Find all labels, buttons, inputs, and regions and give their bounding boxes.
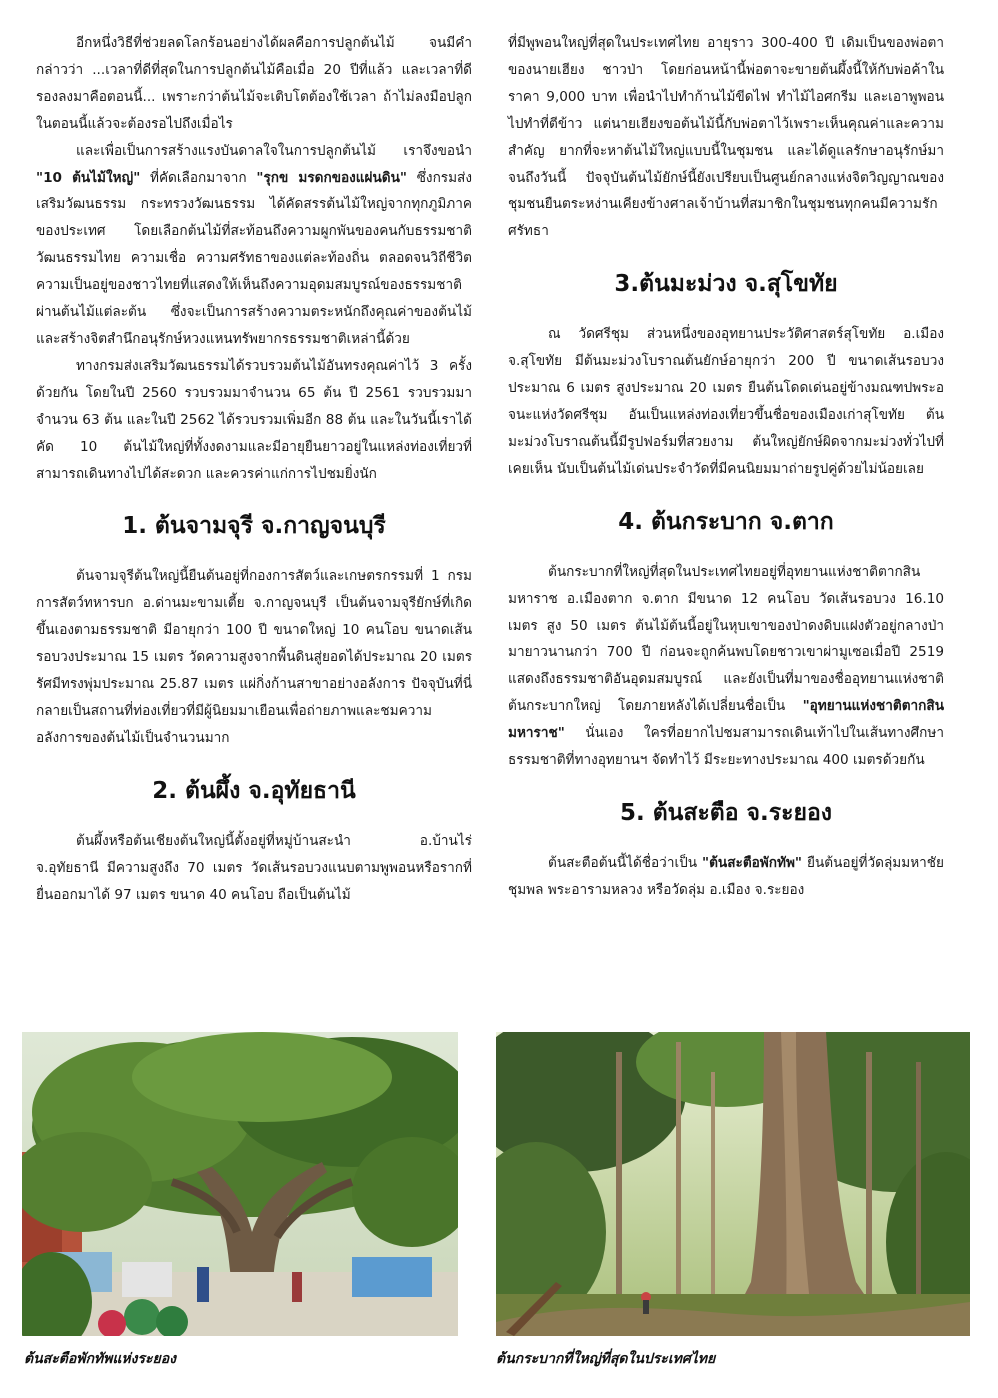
intro-p2-text-d: ซึ่งกรมส่งเสริมวัฒนธรรม กระทรวงวัฒนธรรม ได้คัดสรรต้นไม้ใหญ่จากทุกภูมิภาคของประเทศ โดยเลือกต้นไม้ที่สะท้อนถึงความผูกพันของคนกับธรรมชาติ วัฒนธรรมไทย ความเชื่อ ความศรัทธาของแต่ละท้องถิ่น ตลอดจนวิถีชีวิตความเป็นอยู่ของชาวไทยที่แสดงให้เห็นถึงความอุดมสมบูรณ์ของธรรมชาติผ่านต้นไม้แต่ละต้น ซึ่งจะเป็นการสร้างความตระหนักถึงคุณค่าของต้นไม้ และสร้างจิตสำนึกอนุรักษ์หวงแหนทรัพยากรธรรมชาติเหล่านี้ด้วย — [36, 169, 472, 347]
krabak-tree-illustration — [496, 1032, 970, 1336]
intro-p2-highlight-1: "10 ต้นไม้ใหญ่" — [36, 169, 141, 186]
photo-satue-tree — [22, 1032, 458, 1336]
body-5-text-c: ยืนต้นอยู่ที่วัดลุ่มมหาชัยชุมพล พระอารามหลวง หรือวัดลุ่ม อ.เมือง จ.ระยอง — [508, 854, 944, 898]
left-column — [36, 30, 472, 908]
section-heading-3: 3.ต้นมะม่วง จ.สุโขทัย — [614, 271, 838, 298]
section-body-2-continued: ที่มีพูพอนใหญ่ที่สุดในประเทศไทย อายุราว 300-400 ปี เดิมเป็นของพ่อตาของนายเฮียง ชาวป่า โดยก่อนหน้านี้พ่อตาจะขายต้นผึ้งนี้ให้กับพ่อค้าในราคา 9,000 บาท เพื่อนำไปทำก้านไม้ขีดไฟ ทำไม้ไอศกรีม และเอาพูพอนไปทำที่ตีข้าว แต่นายเฮียงขอต้นไม้นี้กับพ่อตาไว้เพราะเห็นคุณค่าและความสำคัญ ยากที่จะหาต้นไม้ใหญ่แบบนี้ในชุมชน และได้ดูแลรักษาอนุรักษ์มาจนถึงวันนี้ ปัจจุบันต้นไม้ยักษ์นี้ยังเปรียบเป็นศูนย์กลางแห่งจิตวิญญาณของชุมชนยืนตระหง่านเคียงข้างศาลเจ้าบ้านที่สมาชิกในชุมชนทุกคนมีความรักศรัทธา — [508, 35, 944, 240]
body-5-highlight: "ต้นสะตือพักทัพ" — [702, 854, 803, 871]
photo-strip — [16, 1028, 982, 1380]
section-body-5 — [508, 850, 944, 904]
intro-paragraph-2 — [36, 138, 472, 353]
section-heading-4: 4. ต้นกระบาก จ.ตาก — [618, 508, 834, 535]
intro-paragraph-1: อีกหนึ่งวิธีที่ช่วยลดโลกร้อนอย่างได้ผลคือการปลูกต้นไม้ จนมีคำกล่าวว่า ...เวลาที่ดีที่สุดในการปลูกต้นไม้คือเมื่อ 20 ปีที่แล้ว และเวลาที่ดีรองลงมาคือตอนนี้... เพราะกว่าต้นไม้จะเติบโตต้องใช้เวลา ถ้าไม่ลงมือปลูกในตอนนี้แล้วจะต้องรอไปถึงเมื่อไร — [36, 35, 472, 132]
body-4-text-c: นั่นเอง ใครที่อยากไปชมสามารถเดินเท้าไปในเส้นทางศึกษาธรรมชาติที่ทางอุทยานฯ จัดทำไว้ มีระยะทางประมาณ 400 เมตรด้วยกัน — [508, 725, 944, 769]
photo-krabak-tree — [496, 1032, 970, 1336]
body-5-text-a: ต้นสะตือต้นนี้ได้ชื่อว่าเป็น — [548, 854, 703, 871]
intro-paragraph-3: ทางกรมส่งเสริมวัฒนธรรมได้รวบรวมต้นไม้อันทรงคุณค่าไว้ 3 ครั้งด้วยกัน โดยในปี 2560 รวบรวมมาจำนวน 65 ต้น ปี 2561 รวบรวมมาจำนวน 63 ต้น และในปี 2562 ได้รวบรวมเพิ่มอีก 88 ต้น และในวันนี้เราได้คัด 10 ต้นไม้ใหญ่ที่ทั้งงดงามและมีอายุยืนยาวอยู่ในแหล่งท่องเที่ยวที่สามารถเดินทางไปได้สะดวก และควรค่าแก่การไปชมยิ่งนัก — [36, 357, 472, 482]
section-heading-1: 1. ต้นจามจุรี จ.กาญจนบุรี — [122, 513, 386, 540]
body-4-text-a: ต้นกระบากที่ใหญ่ที่สุดในประเทศไทยอยู่ที่อุทยานแห่งชาติตากสินมหาราช อ.เมืองตาก จ.ตาก มีขนาด 12 คนโอบ วัดเส้นรอบวง 16.10 เมตร สูง 50 เมตร ต้นไม้ต้นนี้อยู่ในหุบเขาของป่าดงดิบแฝงตัวอยู่กลางป่ามายาวนานกว่า 700 ปี ก่อนจะถูกค้นพบโดยชาวเขาผ่ามูเซอเมื่อปี 2519 แสดงถึงธรรมชาติอันอุดมสมบูรณ์ และยังเป็นที่มาของชื่ออุทยานแห่งชาติต้นกระบากใหญ่ โดยภายหลังได้เปลี่ยนชื่อเป็น — [508, 563, 944, 715]
section-heading-5: 5. ต้นสะตือ จ.ระยอง — [620, 799, 832, 826]
body-4-highlight: "อุทยานแห่งชาติตากสินมหาราช" — [508, 698, 944, 742]
section-body-2: ต้นผึ้งหรือต้นเชียงต้นใหญ่นี้ตั้งอยู่ที่หมู่บ้านสะนำ อ.บ้านไร่ จ.อุทัยธานี มีความสูงถึง 70 เมตร วัดเส้นรอบวงแนบตามพูพอนหรือรากที่ยื่นออกมาได้ 97 เมตร ขนาด 40 คนโอบ ถือเป็นต้นไม้ — [36, 832, 472, 903]
satue-tree-illustration — [22, 1032, 458, 1336]
section-body-3: ณ วัดศรีชุม ส่วนหนึ่งของอุทยานประวัติศาสตร์สุโขทัย อ.เมือง จ.สุโขทัย มีต้นมะม่วงโบราณต้นยักษ์อายุกว่า 200 ปี ขนาดเส้นรอบวงประมาณ 6 เมตร สูงประมาณ 20 เมตร ยืนต้นโดดเด่นอยู่ข้างมณฑปพระอจนะแห่งวัดศรีชุม อันเป็นแหล่งท่องเที่ยวขึ้นชื่อของเมืองเก่าสุโขทัย ต้นมะม่วงโบราณต้นนี้มีรูปฟอร์มที่สวยงาม ต้นใหญ่ยักษ์ผิดจากมะม่วงทั่วไปที่เคยเห็น นับเป็นต้นไม้เด่นประจำวัดที่มีคนนิยมมาถ่ายรูปคู่ด้วยไม่น้อยเลย — [508, 326, 944, 477]
section-body-1: ต้นจามจุรีต้นใหญ่นี้ยืนต้นอยู่ที่กองการสัตว์และเกษตรกรรมที่ 1 กรมการสัตว์ทหารบก อ.ด่านมะขามเตี้ย จ.กาญจนบุรี เป็นต้นจามจุรียักษ์ที่เกิดขึ้นเองตามธรรมชาติ มีอายุกว่า 100 ปี ขนาดใหญ่ 10 คนโอบ ขนาดเส้นรอบวงประมาณ 15 เมตร วัดความสูงจากพื้นดินสู่ยอดได้ประมาณ 20 เมตร รัศมีทรงพุ่มประมาณ 25.87 เมตร แผ่กิ่งก้านสาขาอย่างอลังการ ปัจจุบันที่นี่กลายเป็นสถานที่ท่องเที่ยวที่มีผู้นิยมมาเยือนเพื่อถ่ายภาพและชมความอลังการของต้นไม้เป็นจำนวนมาก — [36, 568, 472, 746]
right-column — [508, 30, 944, 904]
photo-caption-left: ต้นสะตือพักทัพแห่งระยอง — [24, 1351, 176, 1367]
intro-p2-text-c: ที่คัดเลือกมาจาก — [140, 169, 257, 186]
section-body-4 — [508, 559, 944, 774]
intro-p2-highlight-2: "รุกข มรดกของแผ่นดิน" — [256, 169, 408, 186]
section-heading-2: 2. ต้นผึ้ง จ.อุทัยธานี — [152, 777, 356, 804]
photo-caption-right: ต้นกระบากที่ใหญ่ที่สุดในประเทศไทย — [496, 1351, 716, 1367]
intro-p2-text-a: และเพื่อเป็นการสร้างแรงบันดาลใจในการปลูกต้นไม้ เราจึงขอนำ — [76, 142, 472, 159]
